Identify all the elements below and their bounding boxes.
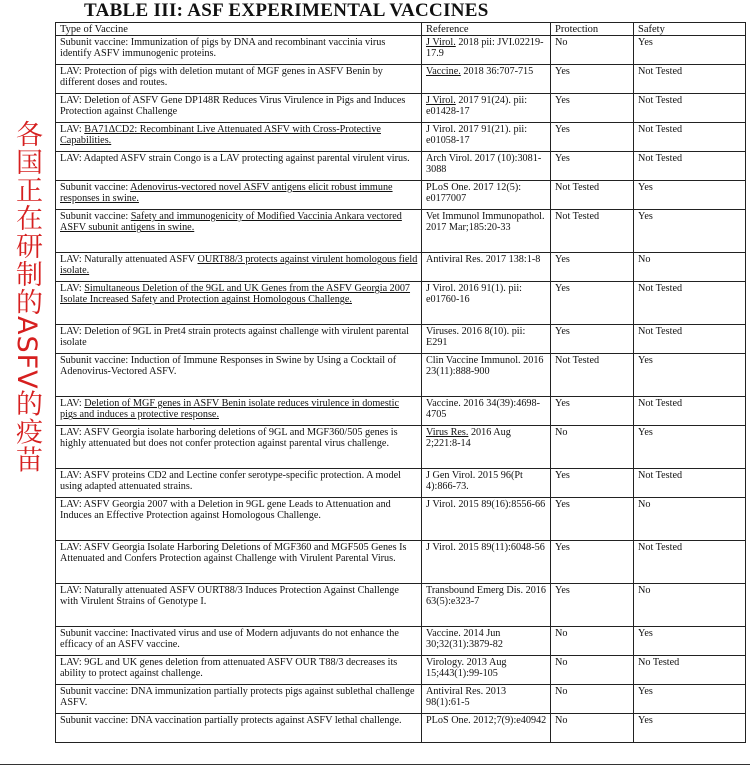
protection-cell: Yes [551,498,634,541]
protection-cell: Yes [551,282,634,325]
table-row [56,397,746,426]
safety-cell: Yes [634,181,746,210]
reference-cell [422,627,551,656]
vaccine-type-link[interactable]: Deletion of MGF genes in ASFV Benin isolate reduces virulence in domestic pigs and induces a protective response. [60,398,399,421]
safety-cell: Not Tested [634,325,746,354]
vaccine-type-cell [56,426,422,469]
protection-cell: Yes [551,123,634,152]
table-row [56,325,746,354]
table-row [56,152,746,181]
safety-cell: No [634,584,746,627]
vaccine-type-text: LAV: [60,398,85,410]
table-row [56,210,746,253]
safety-cell: No [634,498,746,541]
reference-cell [422,36,551,65]
safety-cell: Not Tested [634,123,746,152]
protection-cell: Yes [551,541,634,584]
table-row [56,282,746,325]
protection-cell: Not Tested [551,354,634,397]
vaccine-type-cell [56,469,422,498]
safety-cell: Not Tested [634,397,746,426]
reference-text: Vaccine. 2014 Jun 30;32(31):3879-82 [426,628,503,651]
reference-cell [422,426,551,469]
vaccine-type-cell [56,498,422,541]
vaccine-type-text: LAV: 9GL and UK genes deletion from attenuated ASFV OUR T88/3 decreases its ability to protect against challenge. [60,657,398,680]
bottom-rule [0,764,750,765]
table-row [56,656,746,685]
vaccine-type-cell [56,714,422,743]
vaccine-type-text: LAV: ASFV Georgia isolate harboring deletions of 9GL and MGF360/505 genes is highly attenuated but does not confer protection against parental virus challenge. [60,427,398,450]
reference-cell [422,469,551,498]
vaccine-type-cell [56,325,422,354]
safety-cell: Not Tested [634,65,746,94]
reference-link[interactable]: Virus Res. [426,427,469,439]
table-row [56,426,746,469]
safety-cell: Yes [634,426,746,469]
protection-cell: Yes [551,152,634,181]
vaccine-type-text: Subunit vaccine: Induction of Immune Responses in Swine by Using a Cocktail of Adenovirus-Vectored ASFV. [60,355,397,378]
reference-text: J Virol. 2016 91(1). pii: e01760-16 [426,283,522,306]
safety-cell: No Tested [634,656,746,685]
table-row [56,469,746,498]
safety-cell: Not Tested [634,541,746,584]
vaccine-type-link[interactable]: Safety and immunogenicity of Modified Vaccinia Ankara vectored ASFV subunit antigens in swine. [60,211,402,234]
safety-cell: Yes [634,36,746,65]
reference-cell [422,282,551,325]
reference-cell [422,397,551,426]
reference-text: Vaccine. 2016 34(39):4698-4705 [426,398,541,421]
vaccine-type-text: Subunit vaccine: [60,182,131,194]
reference-text: Clin Vaccine Immunol. 2016 23(11):888-900 [426,355,544,378]
reference-cell [422,498,551,541]
reference-text: 2016 Aug 2;221:8-14 [426,427,511,450]
vaccine-type-text: LAV: Adapted ASFV strain Congo is a LAV protecting against parental virulent virus. [60,153,410,165]
reference-text: J Gen Virol. 2015 96(Pt 4):866-73. [426,470,523,493]
reference-cell [422,210,551,253]
reference-link[interactable]: J Virol. [426,95,456,107]
reference-text: 2017 91(24). pii: e01428-17 [426,95,528,118]
vaccine-type-link[interactable]: Simultaneous Deletion of the 9GL and UK Genes from the ASFV Georgia 2007 Isolate Increased Safety and Protection against Homologous Challenge. [60,283,411,306]
vaccine-type-text: LAV: ASFV Georgia Isolate Harboring Deletions of MGF360 and MGF505 Genes Is Attenuated and Confers Protection against Challenge with Virulent Parental Virus. [60,542,407,565]
protection-cell: No [551,627,634,656]
reference-text: PLoS One. 2012;7(9):e40942 [426,715,547,727]
protection-cell: Yes [551,469,634,498]
vaccine-type-text: Subunit vaccine: DNA vaccination partially protects against ASFV lethal challenge. [60,715,402,727]
reference-text: Antiviral Res. 2017 138:1-8 [426,254,541,266]
reference-text: PLoS One. 2017 12(5): e0177007 [426,182,522,205]
reference-cell [422,325,551,354]
header-reference: Reference [422,23,551,36]
table-row [56,65,746,94]
vaccine-type-text: LAV: ASFV Georgia 2007 with a Deletion in 9GL gene Leads to Attenuation and Induces an Effective Protection against Homologous Challenge. [60,499,391,522]
vaccine-type-cell [56,253,422,282]
reference-text: J Virol. 2015 89(11):6048-56 [426,542,545,554]
vaccine-type-cell [56,584,422,627]
header-safety: Safety [634,23,746,36]
reference-cell [422,65,551,94]
vaccine-type-link[interactable]: Adenovirus-vectored novel ASFV antigens elicit robust immune responses in swine. [60,182,393,205]
vaccine-type-text: Subunit vaccine: [60,211,131,223]
protection-cell: No [551,36,634,65]
reference-text: Antiviral Res. 2013 98(1):61-5 [426,686,507,709]
vaccine-type-text: LAV: Naturally attenuated ASFV [60,254,198,266]
reference-cell [422,181,551,210]
safety-cell: Not Tested [634,94,746,123]
reference-cell [422,152,551,181]
vaccine-type-cell [56,181,422,210]
vaccine-type-cell [56,123,422,152]
protection-cell: Yes [551,65,634,94]
table-row [56,36,746,65]
vaccine-type-text: Subunit vaccine: Inactivated virus and use of Modern adjuvants do not enhance the efficacy of an ASFV vaccine. [60,628,399,651]
safety-cell: Not Tested [634,282,746,325]
reference-cell [422,354,551,397]
safety-cell: Yes [634,354,746,397]
reference-cell [422,94,551,123]
reference-text: 2018 pii: JVI.02219-17.9 [426,37,544,60]
vaccine-type-cell [56,656,422,685]
reference-text: Transbound Emerg Dis. 2016 63(5):e323-7 [426,585,546,608]
reference-cell [422,541,551,584]
table-row [56,181,746,210]
table-row [56,714,746,743]
vaccine-type-text: Subunit vaccine: DNA immunization partially protects pigs against sublethal challenge ASFV. [60,686,415,709]
vaccine-type-link[interactable]: BA71ΔCD2: Recombinant Live Attenuated ASFV with Cross-Protective Capabilities. [60,124,381,147]
reference-text: Arch Virol. 2017 (10):3081-3088 [426,153,542,176]
vaccine-type-link[interactable]: OURT88/3 protects against virulent homologous field isolate. [60,254,418,277]
vaccine-type-cell [56,627,422,656]
vaccine-type-text: LAV: Naturally attenuated ASFV OURT88/3 Induces Protection Against Challenge with Virulent Strains of Genotype I. [60,585,399,608]
reference-cell [422,656,551,685]
reference-cell [422,123,551,152]
table-title: TABLE III: ASF EXPERIMENTAL VACCINES [84,0,489,21]
protection-cell: Yes [551,253,634,282]
side-annotation: 各国正在研制的ASFV的疫苗 [11,120,42,474]
protection-cell: Yes [551,94,634,123]
vaccine-type-cell [56,541,422,584]
safety-cell: Not Tested [634,469,746,498]
safety-cell: No [634,253,746,282]
protection-cell: No [551,685,634,714]
header-row [56,23,746,36]
vaccine-type-text: Subunit vaccine: Immunization of pigs by DNA and recombinant vaccinia virus identify ASFV immunogenic proteins. [60,37,386,60]
header-protection: Protection [551,23,634,36]
protection-cell: Yes [551,397,634,426]
safety-cell: Not Tested [634,152,746,181]
vaccine-type-cell [56,397,422,426]
table-row [56,253,746,282]
vaccine-type-cell [56,65,422,94]
safety-cell: Yes [634,210,746,253]
reference-text: 2018 36:707-715 [460,66,534,78]
reference-link[interactable]: J Virol. [426,37,456,49]
safety-cell: Yes [634,627,746,656]
vaccine-type-text: LAV: Deletion of ASFV Gene DP148R Reduces Virus Virulence in Pigs and Induces Protection against Challenge [60,95,406,118]
reference-cell [422,253,551,282]
vaccine-type-cell [56,36,422,65]
vaccine-type-text: LAV: ASFV proteins CD2 and Lectine confer serotype-specific protection. A model using adapted attenuated strains. [60,470,401,493]
table-row [56,627,746,656]
table-row [56,498,746,541]
table-row [56,94,746,123]
vaccine-type-cell [56,685,422,714]
vaccine-type-text: LAV: Protection of pigs with deletion mutant of MGF genes in ASFV Benin by different doses and routes. [60,66,383,89]
safety-cell: Yes [634,714,746,743]
reference-text: Vet Immunol Immunopathol. 2017 Mar;185:20-33 [426,211,545,234]
vaccine-type-cell [56,94,422,123]
reference-cell [422,714,551,743]
vaccine-type-cell [56,282,422,325]
protection-cell: No [551,656,634,685]
vaccine-type-text: LAV: [60,124,85,136]
vaccine-type-cell [56,354,422,397]
reference-cell [422,584,551,627]
protection-cell: No [551,714,634,743]
reference-text: J Virol. 2015 89(16):8556-66 [426,499,546,511]
reference-text: Virology. 2013 Aug 15;443(1):99-105 [426,657,507,680]
reference-cell [422,685,551,714]
vaccine-type-cell [56,210,422,253]
safety-cell: Yes [634,685,746,714]
header-type: Type of Vaccine [56,23,422,36]
vaccines-table [55,22,746,743]
table-row [56,541,746,584]
vaccine-type-text: LAV: Deletion of 9GL in Pret4 strain protects against challenge with virulent parental isolate [60,326,409,349]
vaccine-type-text: LAV: [60,283,85,295]
protection-cell: Yes [551,325,634,354]
reference-link[interactable]: Vaccine. [426,66,461,78]
reference-text: J Virol. 2017 91(21). pii: e01058-17 [426,124,528,147]
reference-text: Viruses. 2016 8(10). pii: E291 [426,326,526,349]
vaccine-type-cell [56,152,422,181]
protection-cell: Yes [551,584,634,627]
table-row [56,685,746,714]
table-body [56,36,746,743]
protection-cell: Not Tested [551,210,634,253]
protection-cell: No [551,426,634,469]
protection-cell: Not Tested [551,181,634,210]
table-row [56,584,746,627]
table-row [56,123,746,152]
table-row [56,354,746,397]
